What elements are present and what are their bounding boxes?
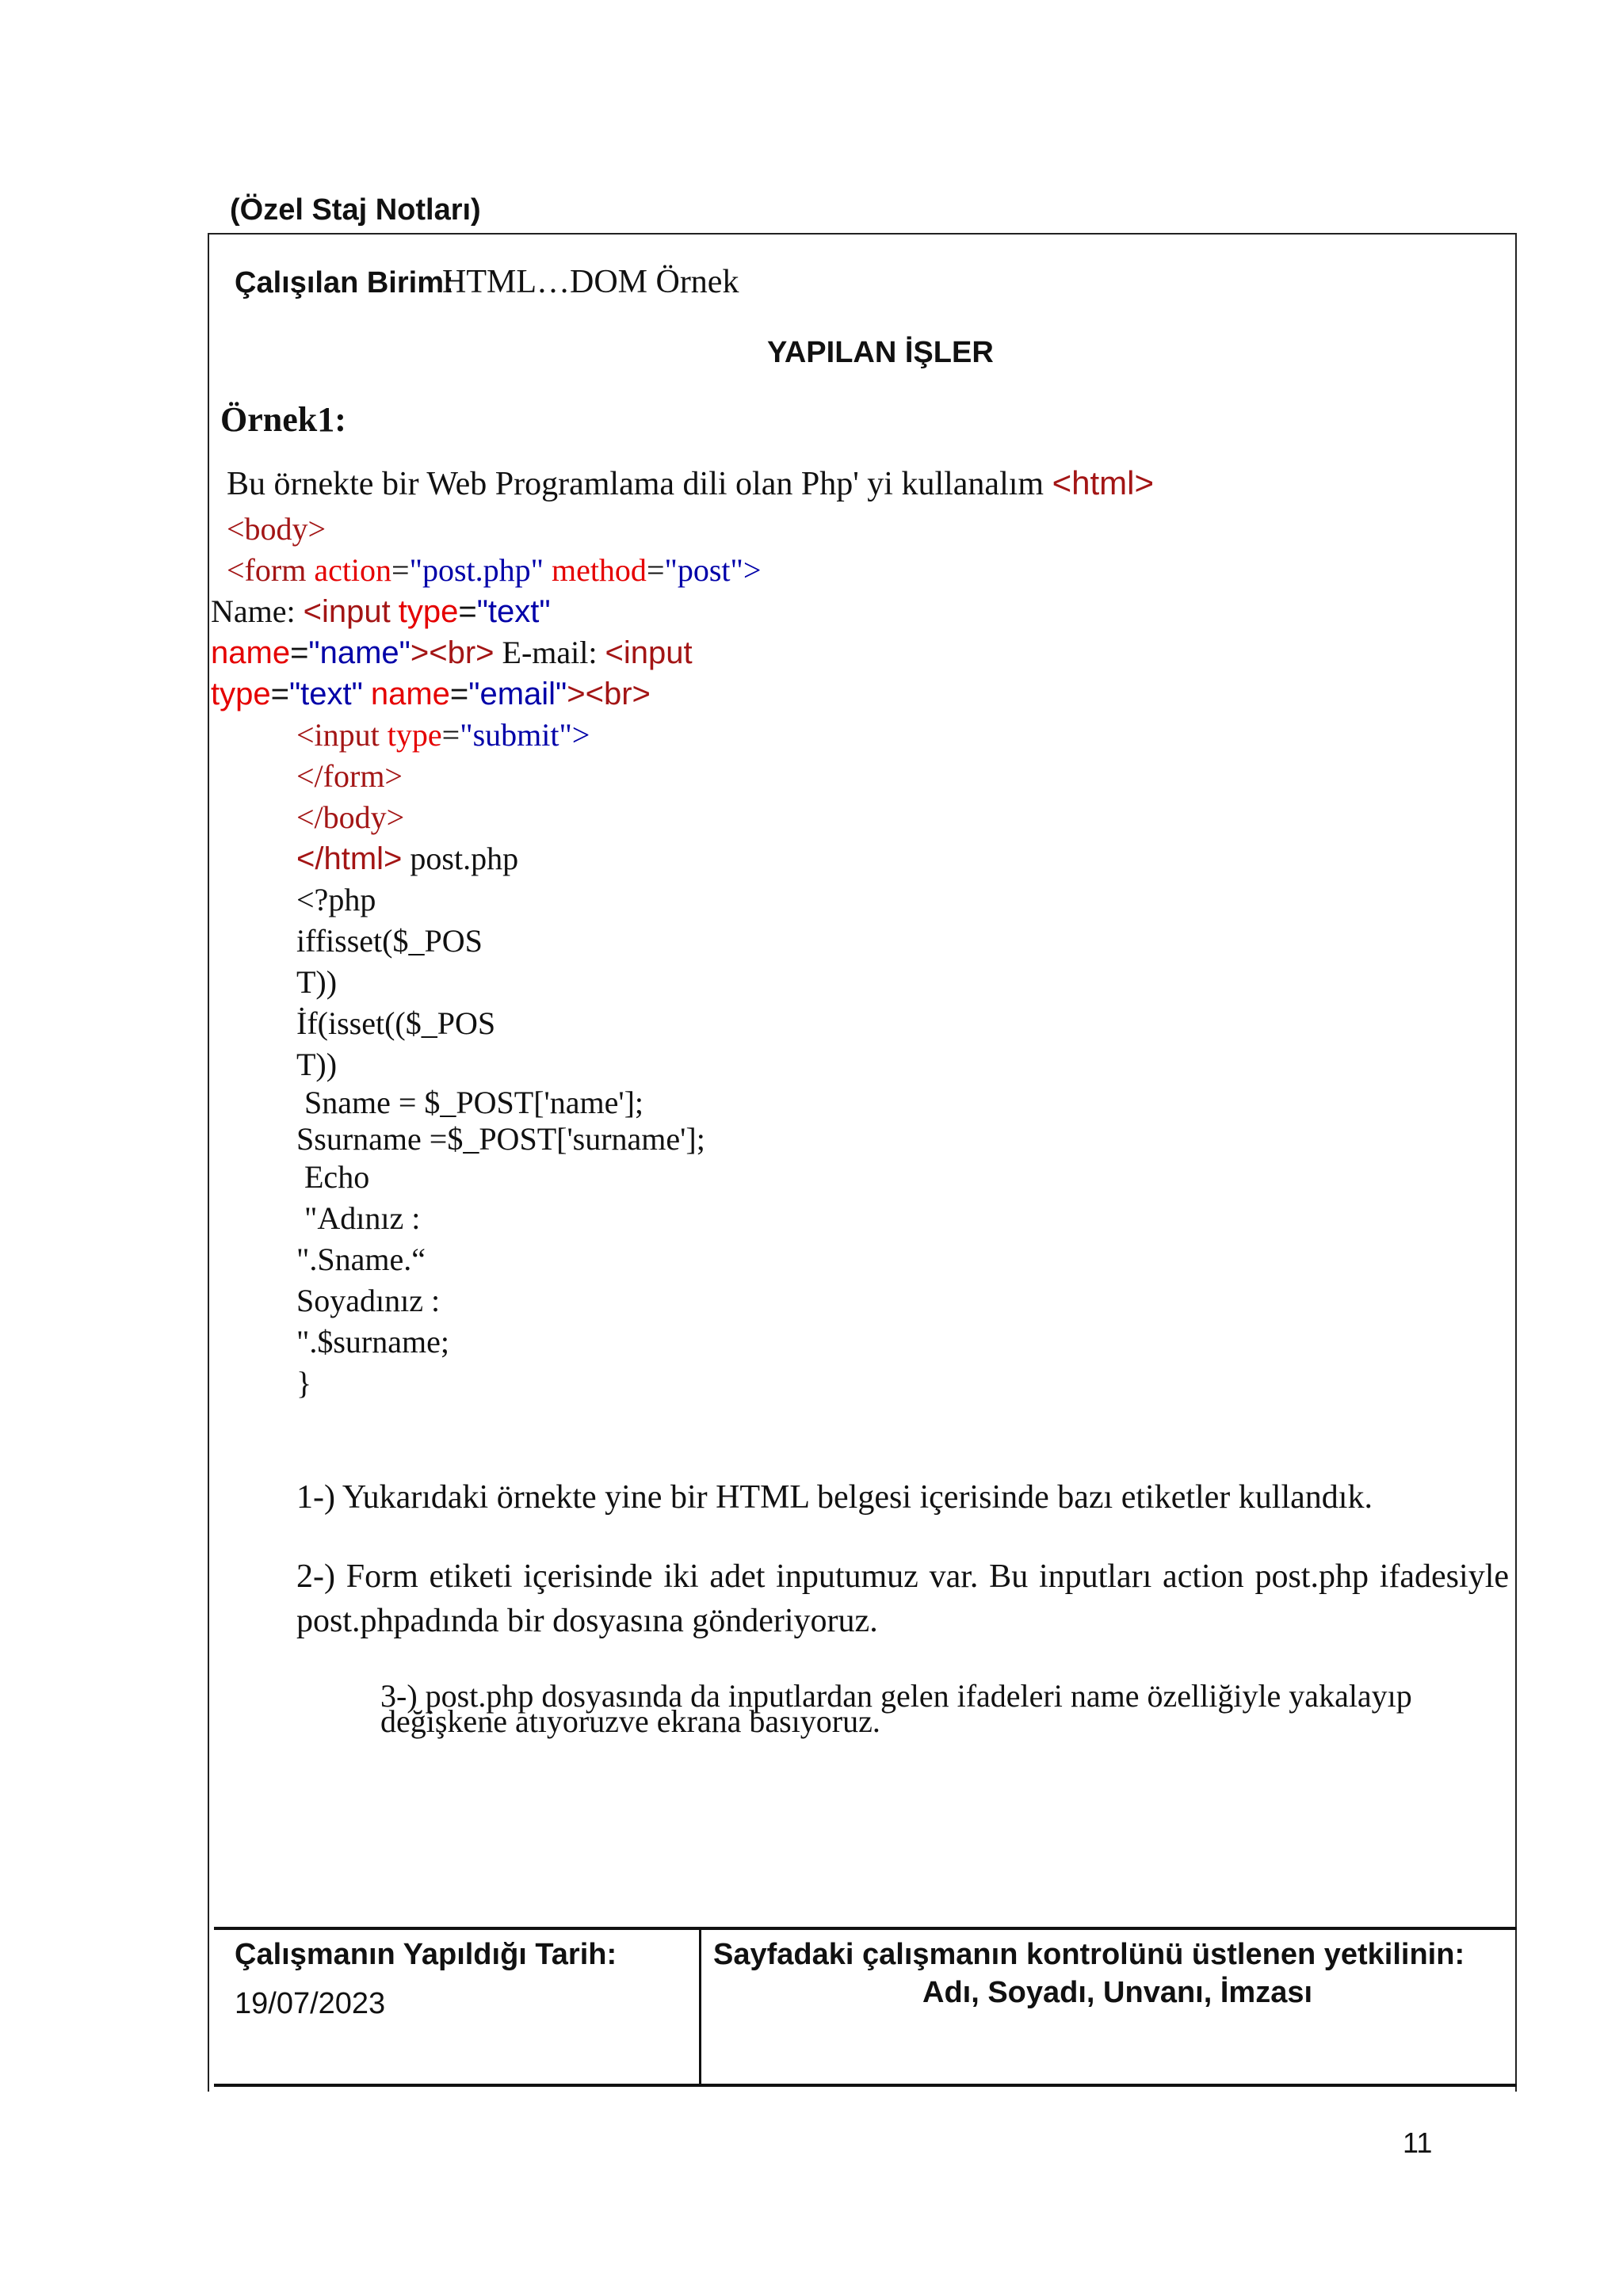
equals-sign: = [290,635,309,670]
name-label: Name: [211,593,304,629]
signature-label-line-2: Adı, Soyadı, Unvanı, İmzası [922,1976,1313,2009]
input1-attr-name: name [211,635,291,670]
form-val-action: "post.php" [409,552,544,588]
paragraph-2-line-1: 2-) Form etiketi içerisinde iki adet inputumuz var. Bu inputları action post.php ifadesiyle [296,1558,1509,1595]
unit-value: HTML…DOM Örnek [442,264,739,300]
php-line: T)) [296,964,338,1000]
submit-val-type: "submit" [460,717,572,753]
section-title: YAPILAN İŞLER [767,336,994,369]
input1-val-name: "name" [308,635,411,670]
footer-divider [699,1927,701,2085]
email-label: E-mail: [494,635,605,670]
code-line-form-close: </form> [296,758,403,794]
code-line-form-open [227,550,761,591]
frame-top-border [208,233,1517,235]
example-title: Örnek1: [220,400,346,439]
input2-tag: <input [605,635,693,670]
php-line: ".$surname; [296,1324,449,1360]
php-line: } [296,1365,312,1401]
footer-bottom-rule [214,2084,1517,2087]
php-line: iffisset($_POS [296,923,483,959]
date-value: 19/07/2023 [235,1987,386,2020]
paragraph-1: 1-) Yukarıdaki örnekte yine bir HTML belgesi içerisinde bazı etiketler kullandık. [296,1479,1373,1516]
input2-val-name: "email" [468,677,567,711]
form-val-method: "post" [664,552,743,588]
form-attr-action: action [314,552,392,588]
input1-attr-type: type [398,594,459,629]
php-line: T)) [296,1047,338,1082]
php-line: Soyadınız : [296,1283,441,1318]
intro-text: Bu örnekte bir Web Programlama dili olan Php' yi kullanalım [227,466,1044,502]
html-close-tag: </html> [296,841,403,876]
form-tag: <form [227,552,307,588]
php-line: <?php [296,882,376,917]
html-open-tag: <html> [1052,464,1154,502]
frame-right-border [1515,233,1517,2092]
paragraph-2-line-2: post.phpadında bir dosyasına gönderiyoruz. [296,1603,878,1639]
php-line: Echo [296,1159,370,1195]
equals-sign: = [449,677,469,711]
footer-top-rule [214,1927,1517,1930]
paragraph-3-line-2: değişkene atıyoruzve ekrana basıyoruz. [380,1703,880,1739]
equals-sign: = [441,717,460,753]
php-line: ".Sname.“ [296,1241,426,1277]
input2-attr-name: name [370,677,450,711]
code-line-submit [296,715,590,756]
signature-label-line-1: Sayfadaki çalışmanın kontrolünü üstlenen yetkilinin: [713,1938,1465,1971]
submit-close: > [571,717,590,753]
form-attr-method: method [551,552,647,588]
php-line: "Adınız : [296,1200,421,1236]
code-line-name-attr [211,632,693,673]
unit-label: Çalışılan Birim: [235,266,454,299]
input1-val-type: "text" [476,594,551,629]
equals-sign: = [646,552,665,588]
code-line-html-close [296,838,518,879]
php-line: Sname = $_POST['name']; [296,1085,644,1120]
paragraph-3-line-1: 3-) post.php dosyasında da inputlardan gelen ifadeleri name özelliğiyle yakalayıp [380,1678,1412,1714]
equals-sign: = [458,594,477,629]
code-line-name-input [211,591,551,632]
br-tag-2: ><br> [567,677,651,711]
date-label: Çalışmanın Yapıldığı Tarih: [235,1938,617,1971]
php-line: İf(isset(($_POS [296,1005,496,1041]
code-line-body-open: <body> [227,511,327,547]
code-line-email-attr [211,673,651,715]
php-line: Ssurname =$_POST['surname']; [296,1121,705,1157]
input1-tag: <input [303,594,391,629]
input2-val-type: "text" [288,677,363,711]
code-line-body-close: </body> [296,799,405,835]
input2-attr-type: type [211,677,271,711]
frame-left-border [208,233,209,2092]
form-close-bracket: > [743,552,762,588]
br-tag-1: ><br> [410,635,495,670]
code-line-intro [227,463,1154,505]
submit-tag: <input [296,717,380,753]
equals-sign: = [270,677,289,711]
post-file-name: post.php [402,841,519,876]
page-number: 11 [1403,2126,1433,2159]
submit-attr-type: type [387,717,442,753]
equals-sign: = [391,552,410,588]
header-note: (Özel Staj Notları) [230,193,481,227]
